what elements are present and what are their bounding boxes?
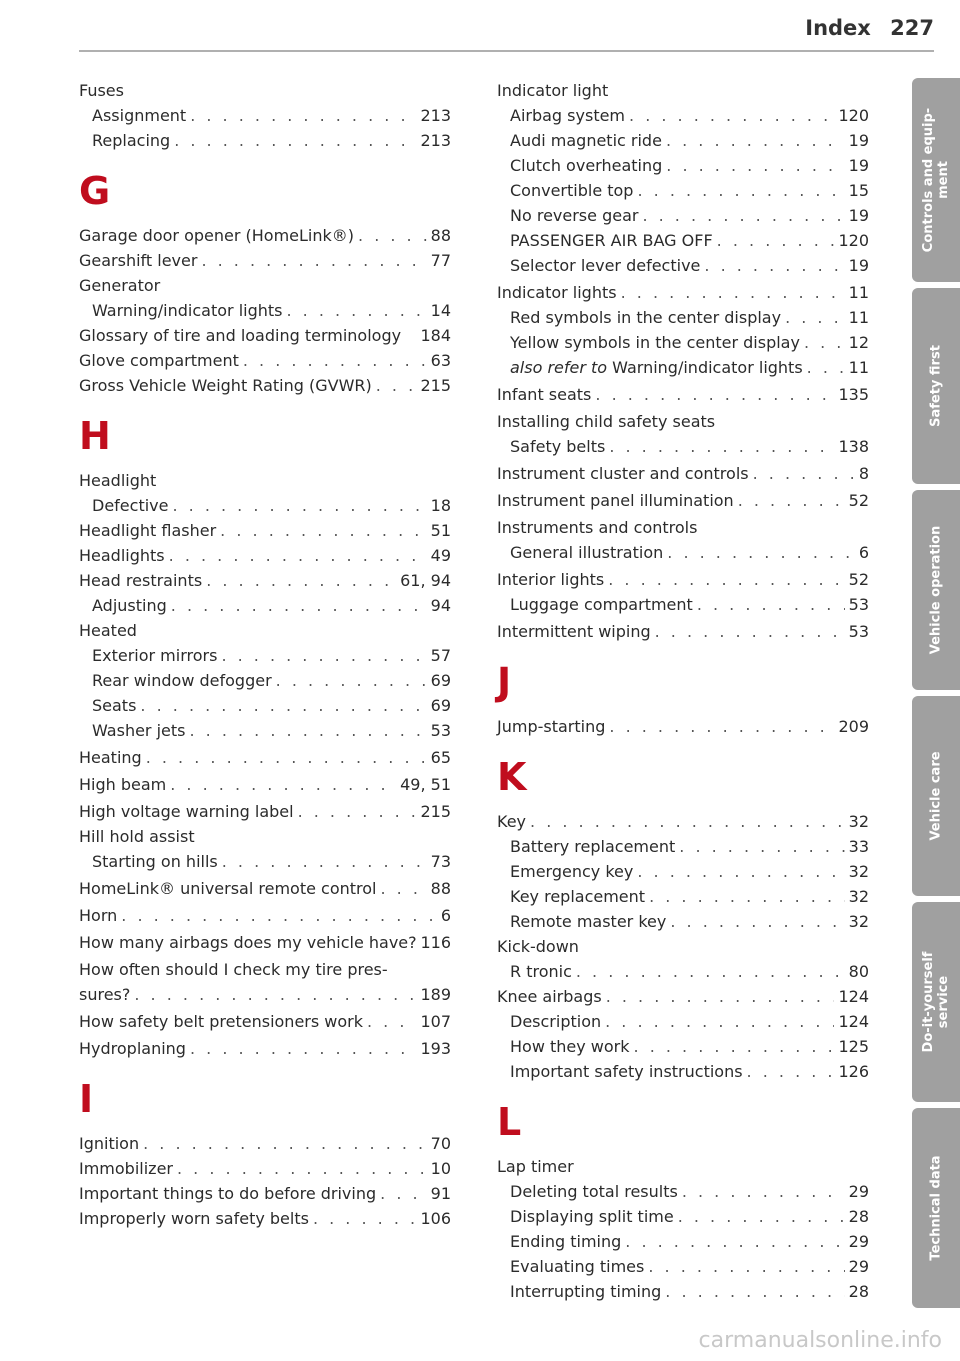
index-entry: HomeLink® universal remote control . . . 88 (79, 876, 451, 901)
index-entry: PASSENGER AIR BAG OFF . . . 120 (497, 228, 869, 253)
index-entry: Headlights . . . 49 (79, 543, 451, 568)
index-heading: Installing child safety seats (497, 412, 716, 431)
page-title: Index (805, 16, 871, 40)
index-entry: High beam . . . 49, 51 (79, 772, 451, 797)
index-entry: Defective . . . 18 (79, 493, 451, 518)
index-entry: Washer jets . . . 53 (79, 718, 451, 743)
watermark: carmanualsonline.info (698, 1328, 942, 1353)
section-letter-g: G (79, 169, 111, 213)
index-heading: Lap timer (497, 1157, 574, 1176)
tab-controls-and-equipment[interactable]: Controls and equip- ment (912, 78, 960, 282)
index-entry: Indicator lights . . . 11 (497, 280, 869, 305)
index-entry: Ending timing . . . 29 (497, 1229, 869, 1254)
index-entry: Safety belts . . . 138 (497, 434, 869, 459)
index-heading: Heated (79, 621, 137, 640)
index-entry: Jump-starting . . . 209 (497, 714, 869, 739)
index-entry: Ignition . . . 70 (79, 1131, 451, 1156)
index-heading: Instruments and controls (497, 518, 698, 537)
index-entry: Audi magnetic ride . . . 19 (497, 128, 869, 153)
section-letter-k: K (497, 755, 527, 799)
index-entry: Important things to do before driving . . . 91 (79, 1181, 451, 1206)
index-entry: R tronic . . . 80 (497, 959, 869, 984)
index-entry: How safety belt pretensioners work . . . 107 (79, 1009, 451, 1034)
index-entry: Key replacement . . . 32 (497, 884, 869, 909)
index-entry: sures? . . . 189 (79, 982, 451, 1007)
index-entry: Garage door opener (HomeLink®) . . . 88 (79, 223, 451, 248)
index-entry: Luggage compartment . . . 53 (497, 592, 869, 617)
index-heading: Headlight (79, 471, 157, 490)
index-entry: Interior lights . . . 52 (497, 567, 869, 592)
index-entry: Horn . . . 6 (79, 903, 451, 928)
index-entry: Gearshift lever . . . 77 (79, 248, 451, 273)
tab-do-it-yourself-service[interactable]: Do-it-yourself service (912, 902, 960, 1102)
index-column-left (79, 78, 451, 1231)
index-entry: Instrument panel illumination . . . 52 (497, 488, 869, 513)
page-number: 227 (890, 16, 934, 40)
index-entry: Glove compartment . . . 63 (79, 348, 451, 373)
section-letter-j: J (497, 660, 512, 704)
index-entry: Exterior mirrors . . . 57 (79, 643, 451, 668)
index-entry: Knee airbags . . . 124 (497, 984, 869, 1009)
index-entry: Convertible top . . . 15 (497, 178, 869, 203)
index-entry: Interrupting timing . . . 28 (497, 1279, 869, 1304)
index-entry: Yellow symbols in the center display . . . 12 (497, 330, 869, 355)
index-entry: Key . . . 32 (497, 809, 869, 834)
index-entry: Glossary of tire and loading terminology 184 (79, 326, 451, 345)
section-letter-l: L (497, 1100, 522, 1144)
index-entry: How many airbags does my vehicle have? 116 (79, 933, 451, 952)
index-entry: Important safety instructions . . . 126 (497, 1059, 869, 1084)
index-entry: General illustration . . . 6 (497, 540, 869, 565)
index-entry: Adjusting . . . 94 (79, 593, 451, 618)
index-heading: Indicator light (497, 81, 609, 100)
index-heading: Fuses (79, 81, 124, 100)
index-entry: Selector lever defective . . . 19 (497, 253, 869, 278)
index-entry: Battery replacement . . . 33 (497, 834, 869, 859)
index-entry: Instrument cluster and controls . . . 8 (497, 461, 869, 486)
index-heading: How often should I check my tire pres- (79, 960, 388, 979)
index-entry: Remote master key . . . 32 (497, 909, 869, 934)
header-rule (79, 50, 934, 52)
index-entry: No reverse gear . . . 19 (497, 203, 869, 228)
section-letter-h: H (79, 414, 111, 458)
index-heading: Kick-down (497, 937, 579, 956)
index-heading: Hill hold assist (79, 827, 195, 846)
section-letter-i: I (79, 1077, 94, 1121)
index-entry: Emergency key . . . 32 (497, 859, 869, 884)
index-entry: Warning/indicator lights . . . 14 (79, 298, 451, 323)
index-entry: Seats . . . 69 (79, 693, 451, 718)
index-entry: Red symbols in the center display . . . 11 (497, 305, 869, 330)
index-entry: Infant seats . . . 135 (497, 382, 869, 407)
index-entry: Head restraints . . . 61, 94 (79, 568, 451, 593)
index-entry: Gross Vehicle Weight Rating (GVWR) . . . 215 (79, 373, 451, 398)
tab-safety-first[interactable]: Safety first (912, 288, 960, 484)
index-entry: Rear window defogger . . . 69 (79, 668, 451, 693)
index-entry: Displaying split time . . . 28 (497, 1204, 869, 1229)
index-heading: Generator (79, 276, 161, 295)
tab-vehicle-care[interactable]: Vehicle care (912, 696, 960, 896)
index-entry: Clutch overheating . . . 19 (497, 153, 869, 178)
index-entry: Deleting total results . . . 29 (497, 1179, 869, 1204)
index-entry: Improperly worn safety belts . . . 106 (79, 1206, 451, 1231)
index-entry: How they work . . . 125 (497, 1034, 869, 1059)
tab-vehicle-operation[interactable]: Vehicle operation (912, 490, 960, 690)
index-entry: Heating . . . 65 (79, 745, 451, 770)
index-entry: Intermittent wiping . . . 53 (497, 619, 869, 644)
page-header (634, 16, 934, 40)
index-entry: Assignment . . . 213 (79, 103, 451, 128)
index-entry: also refer to Warning/indicator lights . . . 11 (497, 355, 869, 380)
index-entry: Hydroplaning . . . 193 (79, 1036, 451, 1061)
index-entry: Airbag system . . . 120 (497, 103, 869, 128)
index-entry: Starting on hills . . . 73 (79, 849, 451, 874)
index-entry: Headlight flasher . . . 51 (79, 518, 451, 543)
index-column-right (497, 78, 869, 1304)
index-entry: Evaluating times . . . 29 (497, 1254, 869, 1279)
index-entry: Description . . . 124 (497, 1009, 869, 1034)
index-entry: High voltage warning label . . . 215 (79, 799, 451, 824)
index-entry: Replacing . . . 213 (79, 128, 451, 153)
tab-technical-data[interactable]: Technical data (912, 1108, 960, 1308)
index-entry: Immobilizer . . . 10 (79, 1156, 451, 1181)
